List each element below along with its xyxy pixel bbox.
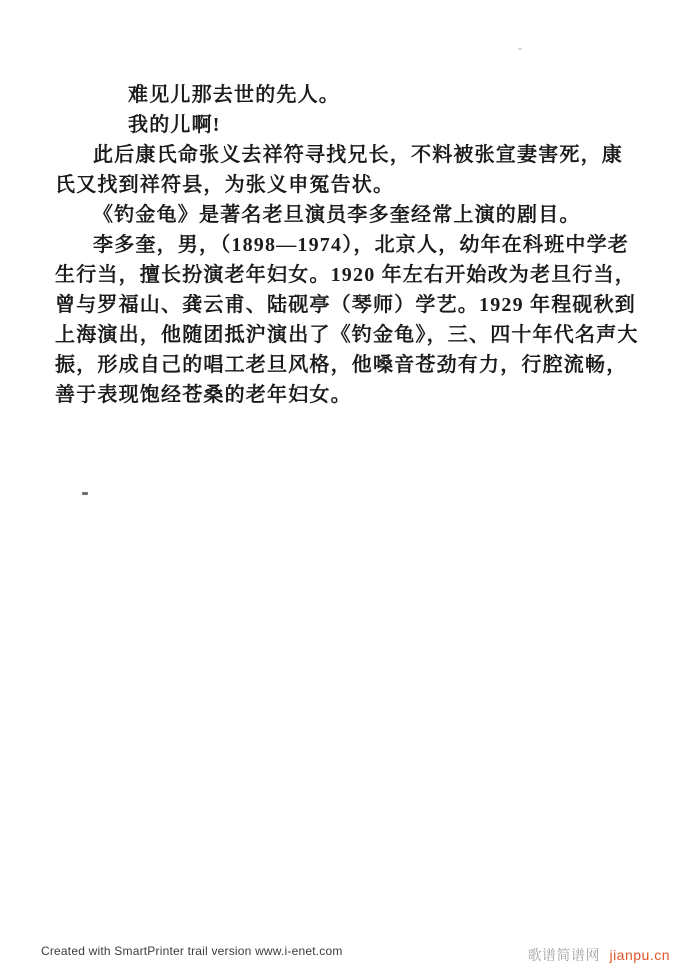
text-line: 难见儿那去世的先人。 [128, 84, 340, 106]
text-line: 我的儿啊! [128, 114, 221, 136]
text-line: 氏又找到祥符县，为张义申冤告状。 [55, 174, 395, 196]
text-line: 《钓金龟》是著名老旦演员李多奎经常上演的剧目。 [93, 204, 581, 226]
text-line: 李多奎，男，（1898—1974），北京人，幼年在科班中学老 [93, 234, 629, 256]
jianpu-watermark [528, 945, 670, 965]
text-line: 善于表现饱经苍桑的老年妇女。 [55, 384, 352, 406]
watermark-site-name: 歌谱简谱网 [527, 947, 601, 963]
text-block [55, 80, 639, 410]
text-line: 曾与罗福山、龚云甫、陆砚亭（琴师）学艺。1929 年程砚秋到 [55, 294, 636, 316]
watermark-site-domain: jianpu.cn [609, 947, 670, 963]
scan-artifact-speck [82, 492, 88, 495]
text-line: 此后康氏命张义去祥符寻找兄长，不料被张宣妻害死，康 [93, 144, 623, 166]
smartprinter-watermark: Created with SmartPrinter trail version www.i-enet.com [41, 944, 343, 958]
text-line: 上海演出，他随团抵沪演出了《钓金龟》，三、四十年代名声大 [55, 324, 639, 346]
text-line: 振，形成自己的唱工老旦风格，他嗓音苍劲有力，行腔流畅， [55, 354, 628, 376]
scan-artifact-speck [518, 48, 522, 50]
text-line: 生行当，擅长扮演老年妇女。1920 年左右开始改为老旦行当， [55, 264, 636, 286]
